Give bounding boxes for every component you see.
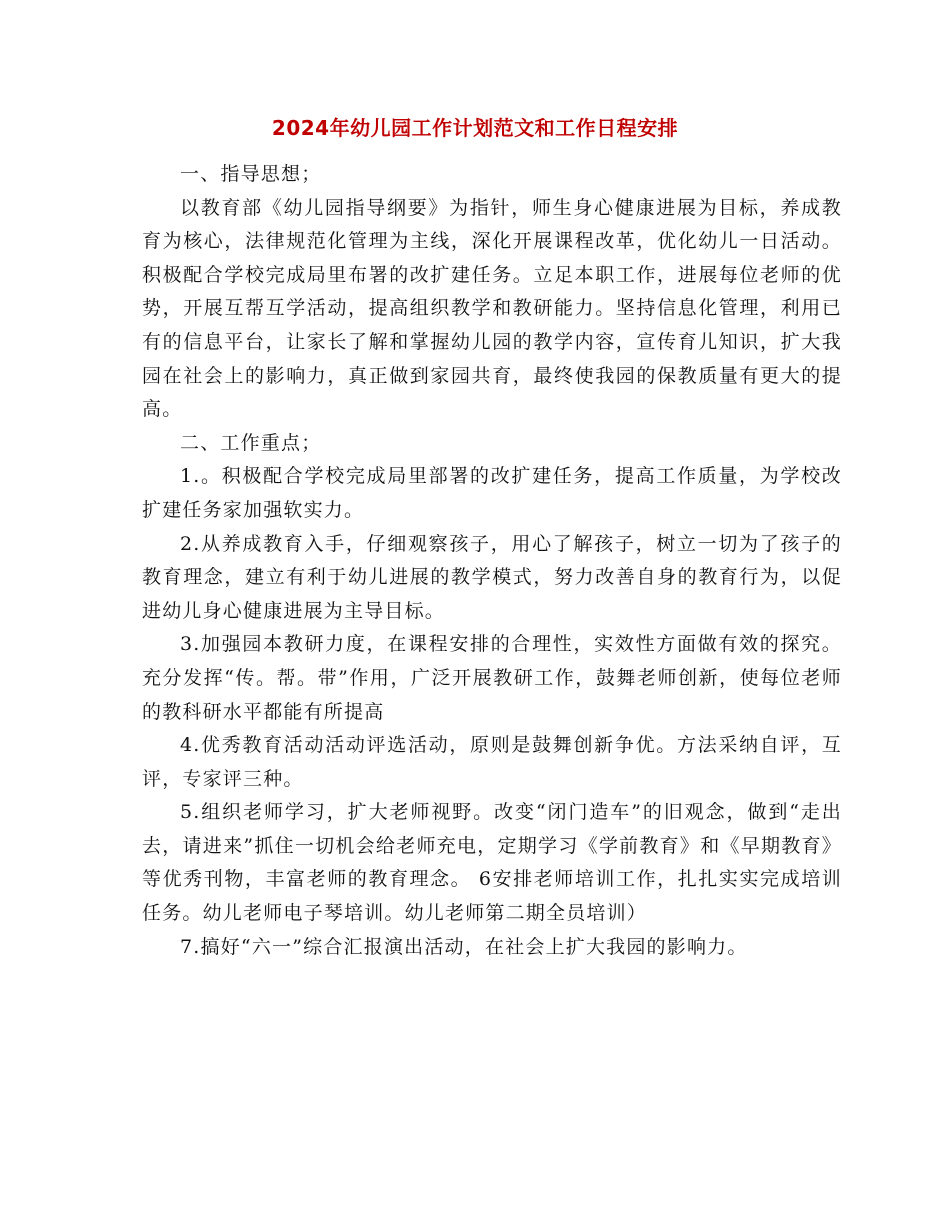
section-heading-guiding-ideology: 一、指导思想； bbox=[180, 163, 322, 185]
section-heading-work-focus: 二、工作重点； bbox=[180, 431, 322, 454]
work-item-5-6: 5.组织老师学习，扩大老师视野。改变“闭门造车”的旧观念，做到“走出去，请进来”抓住一切机会给老师充电，定期学习《学前教育》和《早期教育》等优秀刊物，丰富老师的教育理念。 6安排老师培训工作，扎扎实实完成培训任务。幼儿老师电子琴培训。幼儿老师第二期全员培训） bbox=[142, 801, 842, 925]
document-body bbox=[142, 158, 842, 964]
work-item-1: 1.。积极配合学校完成局里部署的改扩建任务，提高工作质量，为学校改扩建任务家加强软实力。 bbox=[142, 465, 842, 521]
work-item-3: 3.加强园本教研力度，在课程安排的合理性，实效性方面做有效的探究。充分发挥“传。帮。带”作用，广泛开展教研工作，鼓舞老师创新，使每位老师的教科研水平都能有所提高 bbox=[142, 633, 842, 723]
work-item-7: 7.搞好“六一”综合汇报演出活动，在社会上扩大我园的影响力。 bbox=[180, 935, 748, 958]
document-title: 2024年幼儿园工作计划范文和工作日程安排 bbox=[271, 116, 679, 140]
work-item-4: 4.优秀教育活动活动评选活动，原则是鼓舞创新争优。方法采纳自评，互评，专家评三种。 bbox=[142, 734, 842, 790]
work-item-2: 2.从养成教育入手，仔细观察孩子，用心了解孩子，树立一切为了孩子的教育理念，建立有利于幼儿进展的教学模式，努力改善自身的教育行为，以促进幼儿身心健康进展为主导目标。 bbox=[142, 532, 842, 622]
paragraph-guiding-ideology: 以教育部《幼儿园指导纲要》为指针，师生身心健康进展为目标，养成教育为核心，法律规范化管理为主线，深化开展课程改革，优化幼儿一日活动。积极配合学校完成局里布署的改扩建任务。立足本职工作，进展每位老师的优势，开展互帮互学活动，提高组织教学和教研能力。坚持信息化管理，利用已有的信息平台，让家长了解和掌握幼儿园的教学内容，宣传育儿知识，扩大我园在社会上的影响力，真正做到家园共育，最终使我园的保教质量有更大的提高。 bbox=[142, 196, 842, 421]
